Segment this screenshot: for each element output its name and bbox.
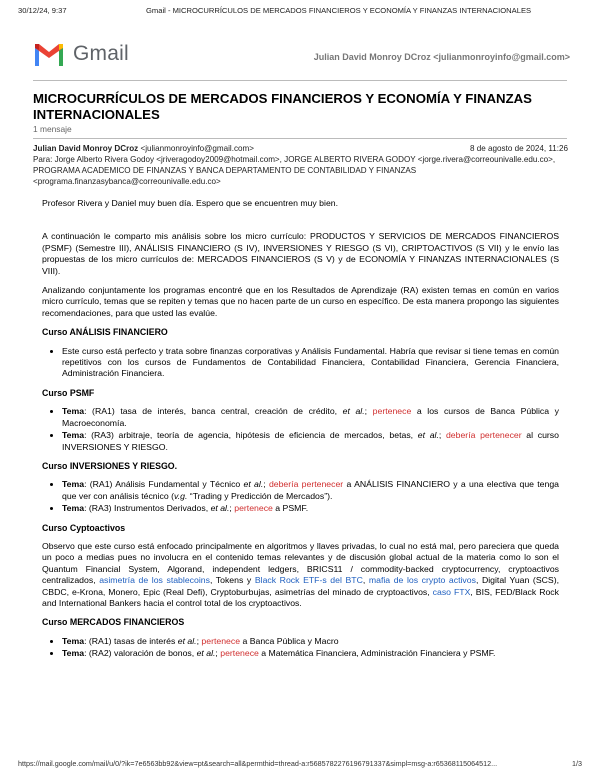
tema-label: Tema bbox=[62, 406, 85, 417]
section-list-inversiones bbox=[42, 479, 559, 514]
gmail-m-icon bbox=[33, 42, 65, 66]
list-item: • Tema: (RA1) tasa de interés, banca central, creación de crédito, et al.; pertenece a los cursos de Banca Pública y Macroeconomía. bbox=[62, 406, 559, 429]
highlight: debería pertenecer bbox=[268, 479, 344, 490]
gmail-logo[interactable] bbox=[33, 42, 129, 66]
section-list-psmf bbox=[42, 406, 559, 453]
print-title: Gmail - MICROCURRÍCULOS DE MERCADOS FINANCIEROS Y ECONOMÍA Y FINANZAS INTERNACIONALES bbox=[146, 6, 532, 15]
print-header bbox=[18, 6, 582, 18]
analysis-paragraph: Analizando conjuntamente los programas encontré que en los Resultados de Aprendizaje (RA) existen temas en común en varios micro currículo, temas que se repiten y temas que no hacen parte de un curso en específico. De esta manera propongo las siguientes recomendaciones, para que usted las evalúe. bbox=[42, 285, 559, 318]
print-footer bbox=[18, 759, 582, 771]
highlight: pertenece bbox=[201, 635, 241, 646]
account-email: Julian David Monroy DCroz <julianmonroyinfo@gmail.com> bbox=[313, 52, 570, 62]
section-list-mercados bbox=[42, 636, 559, 660]
link-ftx[interactable]: caso FTX bbox=[432, 586, 471, 597]
tema-label: Tema bbox=[62, 648, 85, 659]
list-item: • Tema: (RA1) Análisis Fundamental y Técnico et al.; debería pertenecer a ANÁLISIS FINANCIERO y a una electiva que tenga que ver con análisis técnico (v.g. “Trading y Predicción de Mercados”). bbox=[62, 479, 559, 502]
footer-url[interactable]: https://mail.google.com/mail/u/0/?ik=7e6563bb92&view=pt&search=all&permthid=thread-a:r5685782276196791337&simpl=msg-a:r65368115064512... bbox=[18, 759, 498, 768]
list-item: • Tema: (RA3) Instrumentos Derivados, et al.; pertenece a PSMF. bbox=[62, 503, 559, 514]
intro-paragraph: A continuación le comparto mis análisis sobre los micro currículo: PRODUCTOS Y SERVICIOS DE MERCADOS FINANCIEROS (PSMF) (Semestre III), ANÁLISIS FINANCIERO (S IV), INVERSIONES Y RIESGO (S VI), CRIPTOACTIVOS (S VII) y le envío las propuestas de los micro currículos de: MERCADOS FINANCIEROS (S V) y de ECONOMÍA Y FINANZAS INTERNACIONALES (S VIII). bbox=[42, 231, 559, 276]
highlight: pertenece bbox=[220, 648, 259, 659]
highlight: pertenece bbox=[372, 406, 412, 417]
message-body bbox=[42, 198, 559, 668]
section-title-inversiones: Curso INVERSIONES Y RIESGO. bbox=[42, 460, 178, 471]
message-meta bbox=[33, 143, 568, 187]
message-date: 8 de agosto de 2024, 11:26 bbox=[470, 144, 568, 153]
tema-label: Tema bbox=[62, 635, 85, 646]
link-blackrock-etf[interactable]: Black Rock ETF-s del BTC bbox=[254, 575, 363, 586]
list-item: • Tema: (RA2) valoración de bonos, et al.; pertenece a Matemática Financiera, Administración Financiera y PSMF. bbox=[62, 648, 559, 659]
recipients: Para: Jorge Alberto Rivera Godoy <jriveragodoy2009@hotmail.com>, JORGE ALBERTO RIVERA GODOY <jorge.rivera@correounivalle.edu.co>, PROGRAMA ACADEMICO DE FINANZAS Y BANCA DEPARTAMENTO DE CONTABILIDAD Y FINANZAS <programa.finanzasybanca@correounivalle.edu.co> bbox=[33, 155, 556, 186]
crypto-paragraph: Observo que este curso está enfocado principalmente en algoritmos y llaves privadas, lo cual no está mal, pero pareciera que queda un poco a medias pues no involucra en el contenido temas relevantes y de discusión global actual de la materia como lo son el Quantum Financial System, Algorand, independent ledgers, BRICS11 / commodity-backed cryptocurrency, cryptoactivos centralizados, asimetría de los stablecoins, Tokens y Black Rock ETF-s del BTC, mafia de los crypto activos, Digital Yuan (SCS), CBDC, e-Krona, Monero, Epic (Real Defi), Cryptoburbujas, asimetrías del minado de cryptoactivos, caso FTX, BIS, FED/Black Rock and International Bankers hacia el control total de los cryptoactivos. bbox=[42, 540, 559, 608]
list-item: • Tema: (RA3) arbitraje, teoría de agencia, hipótesis de eficiencia de mercados, betas, et al.; debería pertenecer al curso INVERSIONES Y RIESGO. bbox=[62, 430, 559, 453]
message-count: 1 mensaje bbox=[33, 124, 72, 134]
thread-subject: MICROCURRÍCULOS DE MERCADOS FINANCIEROS Y ECONOMÍA Y FINANZAS INTERNACIONALES bbox=[33, 91, 532, 122]
section-title-psmf: Curso PSMF bbox=[42, 387, 95, 398]
section-title-analisis: Curso ANÁLISIS FINANCIERO bbox=[42, 327, 168, 338]
print-datetime: 30/12/24, 9:37 bbox=[18, 6, 67, 15]
link-stablecoins[interactable]: asimetría de los stablecoins bbox=[99, 575, 210, 586]
section-title-mercados: Curso MERCADOS FINANCIEROS bbox=[42, 617, 185, 628]
page-number: 1/3 bbox=[572, 759, 582, 768]
greeting: Profesor Rivera y Daniel muy buen día. Espero que se encuentren muy bien. bbox=[42, 198, 339, 208]
tema-label: Tema bbox=[62, 430, 85, 441]
sender-name: Julian David Monroy DCroz bbox=[33, 144, 139, 153]
highlight: pertenece bbox=[234, 503, 273, 514]
header-divider bbox=[33, 80, 567, 81]
section-list-analisis bbox=[42, 346, 559, 380]
list-item: • Este curso está perfecto y trata sobre finanzas corporativas y Análisis Fundamental. Habría que revisar si tiene temas en común repetitivos con los cursos de Fundamentos de Contabilidad Financiera, Contabilidad Financiera, Gerencia Financiera, Administración Financiera. bbox=[62, 346, 559, 380]
list-item: • Tema: (RA1) tasas de interés et al.; pertenece a Banca Pública y Macro bbox=[62, 636, 559, 647]
section-title-cryptoactivos: Curso Cyptoactivos bbox=[42, 522, 126, 533]
highlight: debería pertenecer bbox=[445, 430, 522, 441]
tema-label: Tema bbox=[62, 479, 85, 490]
sender-email: <julianmonroyinfo@gmail.com> bbox=[140, 144, 254, 153]
tema-label: Tema bbox=[62, 503, 85, 514]
subject-divider bbox=[33, 138, 567, 139]
gmail-wordmark: Gmail bbox=[73, 42, 129, 65]
link-crypto-mafia[interactable]: mafia de los crypto activos bbox=[368, 575, 476, 586]
